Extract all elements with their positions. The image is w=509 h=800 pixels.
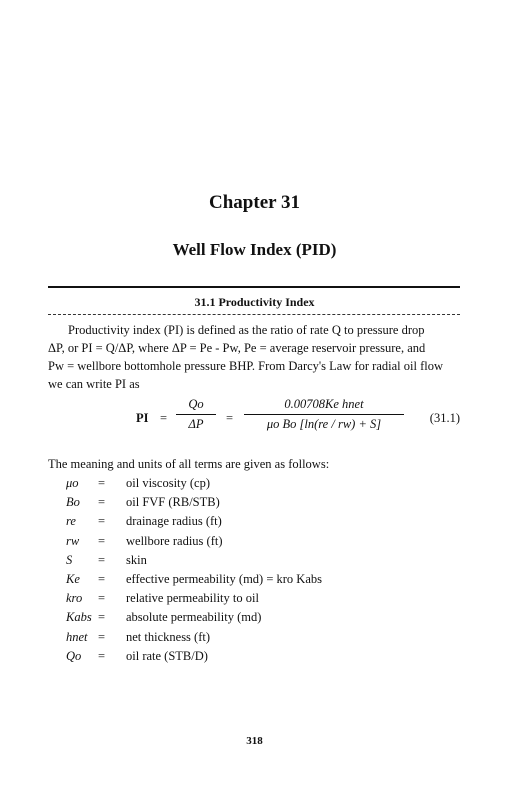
term-equals: = [98, 571, 106, 586]
term-equals: = [98, 514, 106, 529]
term-equals: = [98, 648, 106, 663]
term-symbol: Kabs [66, 610, 92, 625]
term-symbol: hnet [66, 629, 88, 644]
term-equals: = [98, 610, 106, 625]
section-heading: 31.1 Productivity Index [194, 295, 315, 309]
paragraph-line-3: Pw = wellbore bottomhole pressure BHP. From Darcy's Law for radial oil flow [48, 359, 443, 373]
fraction-1-bar [176, 414, 216, 415]
terms-intro: The meaning and units of all terms are given as follows: [48, 457, 330, 471]
fraction-darcy [244, 397, 404, 432]
term-equals: = [98, 552, 106, 567]
fraction-2-denominator: μo Bo [ln(re / rw) + S] [266, 417, 382, 431]
section-rule [48, 314, 460, 315]
term-description: absolute permeability (md) [126, 610, 262, 625]
chapter-heading: Chapter 31 [209, 192, 300, 213]
chapter-title: Well Flow Index (PID) [172, 240, 337, 259]
equation-equals-1: = [160, 411, 168, 425]
term-equals: = [98, 495, 106, 510]
term-description: oil rate (STB/D) [126, 648, 208, 663]
term-symbol: kro [66, 591, 83, 606]
top-rule [48, 286, 460, 288]
term-description: relative permeability to oil [126, 591, 259, 606]
term-equals: = [98, 591, 106, 606]
fraction-2-bar [244, 414, 404, 415]
fraction-q-over-dp [176, 397, 216, 432]
fraction-2-numerator: 0.00708Ke hnet [284, 397, 364, 411]
term-symbol: Bo [66, 495, 80, 510]
term-symbol: μo [66, 476, 79, 490]
equation-31-1 [48, 395, 460, 443]
term-symbol: Qo [66, 648, 82, 663]
term-symbol: rw [66, 533, 80, 548]
fraction-1-numerator: Qo [188, 397, 204, 411]
term-symbol: Ke [66, 571, 80, 586]
paragraph-line-2: ΔP, or PI = Q/ΔP, where ΔP = Pe - Pw, Pe = average reservoir pressure, and [48, 341, 426, 355]
equation-lhs: PI [136, 411, 149, 425]
paragraph-line-1: Productivity index (PI) is defined as the ratio of rate Q to pressure drop [68, 323, 425, 337]
term-description: oil FVF (RB/STB) [126, 495, 220, 510]
term-description: wellbore radius (ft) [126, 533, 223, 548]
body-paragraph [48, 321, 460, 393]
term-description: drainage radius (ft) [126, 514, 222, 529]
page-number: 318 [246, 735, 263, 747]
term-equals: = [98, 476, 106, 490]
fraction-1-denominator: ΔP [188, 417, 204, 431]
term-description: oil viscosity (cp) [126, 476, 211, 490]
term-equals: = [98, 533, 106, 548]
term-symbol: S [66, 552, 73, 567]
term-description: effective permeability (md) = kro Kabs [126, 571, 322, 586]
term-symbol: re [66, 514, 76, 529]
equation-equals-2: = [226, 411, 234, 425]
paragraph-line-4: we can write PI as [48, 377, 140, 391]
term-description: skin [126, 552, 147, 567]
equation-number: (31.1) [429, 411, 460, 425]
term-equals: = [98, 629, 106, 644]
term-description: net thickness (ft) [126, 629, 211, 644]
